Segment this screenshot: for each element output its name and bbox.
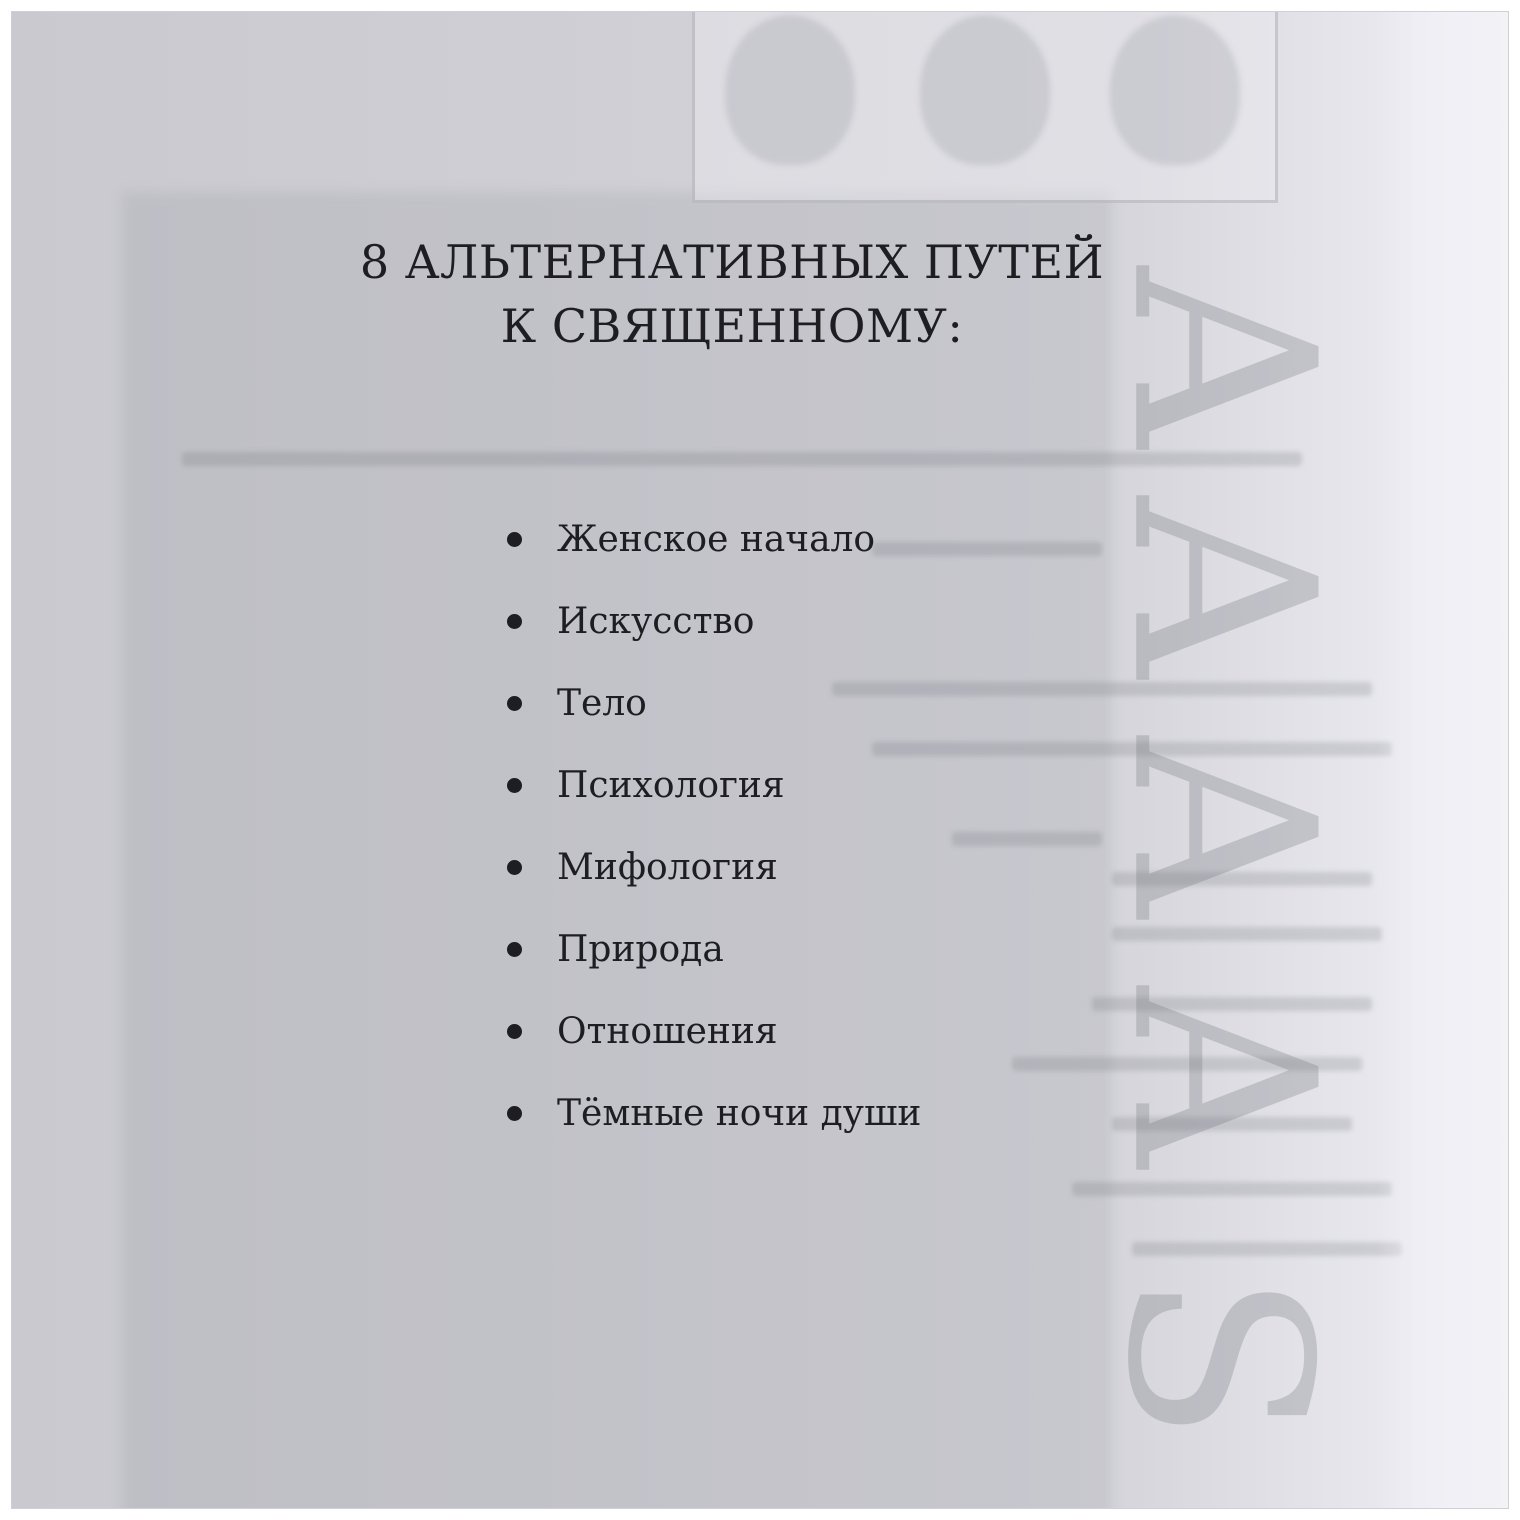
path-label: Отношения [557,1011,778,1052]
bullet-icon [507,1106,522,1121]
bleed-through-text-line [872,542,1102,556]
bleed-through-text-line [1112,927,1382,941]
path-label: Женское начало [557,519,876,560]
bullet-icon [507,942,522,957]
path-label: Природа [557,929,724,970]
heading-line: К СВЯЩЕННОМУ: [500,299,964,353]
bullet-icon [507,532,522,547]
bleed-through-vertical-lettering: A A A A S [1072,266,1369,1443]
bullet-icon [507,696,522,711]
bleed-through-text-line [952,832,1102,846]
bleed-through-text-line [832,682,1372,696]
path-label: Тёмные ночи души [557,1093,922,1134]
bleed-through-text-line [872,742,1392,756]
heading-line: 8 АЛЬТЕРНАТИВНЫХ ПУТЕЙ [359,235,1105,289]
path-label: Искусство [557,601,755,642]
bleed-through-text-line [1112,1117,1352,1131]
bleed-through-text-line [1012,1057,1362,1071]
bleed-through-text-line [1132,1242,1402,1256]
bleed-through-portraits [692,11,1278,203]
bleed-through-face [1110,15,1240,165]
bullet-icon [507,860,522,875]
book-page-photo [11,11,1509,1509]
page-edge-highlight [1377,12,1509,1509]
path-label: Тело [557,683,647,724]
page-heading [252,230,1212,358]
bleed-through-text-line [1072,1182,1392,1196]
bleed-through-text-line [1092,997,1372,1011]
bleed-through-face [725,15,855,165]
bleed-through-text-line [182,452,1302,466]
bleed-through-text-line [1112,872,1372,886]
path-label: Психология [557,765,785,806]
bullet-icon [507,1024,522,1039]
bullet-icon [507,778,522,793]
bleed-through-face [920,15,1050,165]
bullet-icon [507,614,522,629]
path-label: Мифология [557,847,778,888]
